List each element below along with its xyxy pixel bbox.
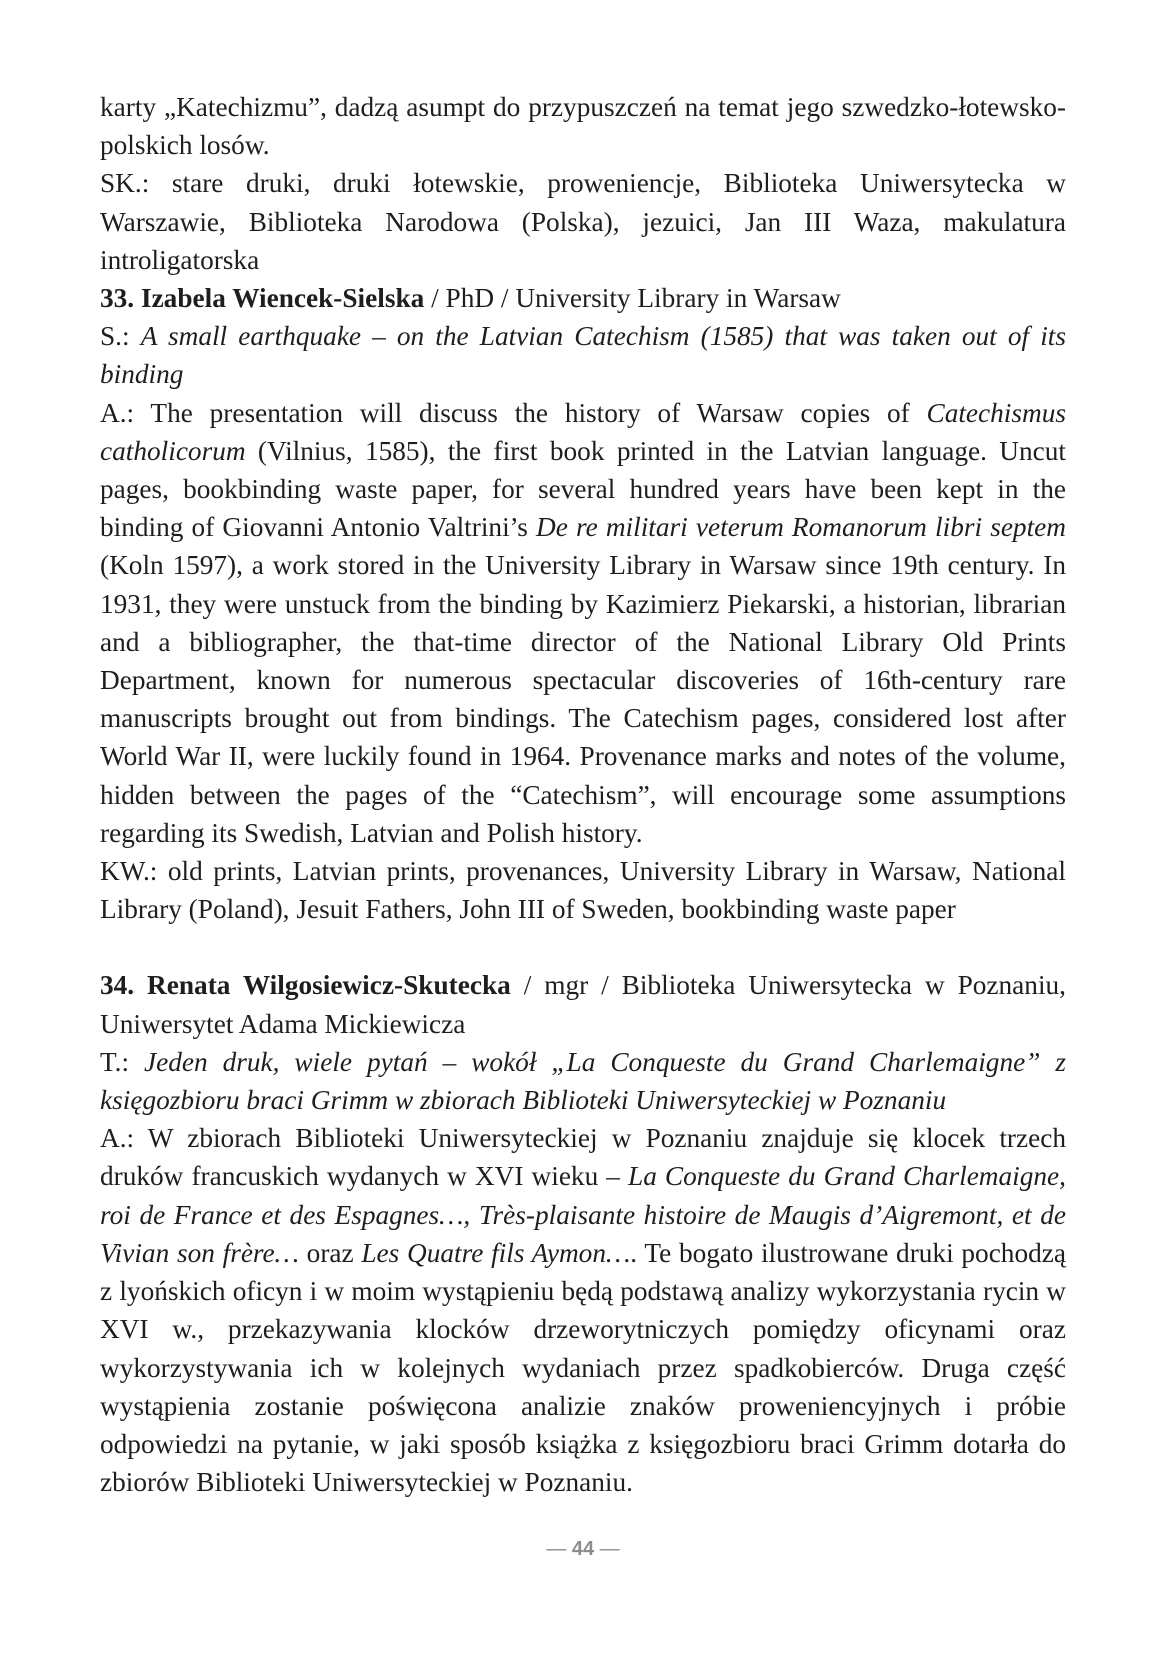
entry33-abstract-label: A.: The presentation will discuss the history of Warsaw copies of [100,397,927,428]
page-number [0,1538,1166,1561]
entry33-keywords-pl: SK.: stare druki, druki łotewskie, proweniencje, Biblioteka Uniwersytecka w Warszawie, Biblioteka Narodowa (Polska), jezuici, Jan III Waza, makulatura introligatorska [100,168,1066,275]
entry34-abstract-rest: . Te bogato ilustrowane druki pochodzą z lyońskich oficyn i w moim wystąpieniu będą podstawą analizy wykorzystania rycin w XVI w., przekazywania klocków drzeworytniczych pomiędzy oficynami oraz wykorzystywania ich w kolejnych wydaniach przez spadkobierców. Druga część wystąpienia zostanie poświęcona analizie znaków proweniencyjnych i próbie odpowiedzi na pytanie, w jaki sposób książka z księgozbioru braci Grimm dotarła do zbiorów Biblioteki Uniwersyteckiej w Poznaniu. [100,1237,1066,1498]
page-body [100,88,1066,1501]
entry33-abstract-rest: (Koln 1597), a work stored in the University Library in Warsaw since 19th century. In 1931, they were unstuck from the binding by Kazimierz Piekarski, a historian, librarian and a bibliographer, the that-time director of the National Library Old Prints Department, known for numerous spectacular discoveries of 16th-century rare manuscripts brought out from bindings. The Catechism pages, considered lost after World War II, were luckily found in 1964. Provenance marks and notes of the volume, hidden between the pages of the “Catechism”, will encourage some assumptions regarding its Swedish, Latvian and Polish history. [100,550,1066,848]
entry34-topic [100,1043,1066,1119]
entry34-topic-title: Jeden druk, wiele pytań – wokół „La Conqueste du Grand Charlemaigne” z księgozbioru braci Grimm w zbiorach Biblioteki Uniwersyteckiej w Poznaniu [100,1046,1066,1116]
entry33-abstract-end-pl: karty „Katechizmu”, dadzą asumpt do przypuszczeń na temat jego szwedzko-łotewsko-polskich losów. [100,92,1066,161]
entry33-keywords: KW.: old prints, Latvian prints, provenances, University Library in Warsaw, National Library (Poland), Jesuit Fathers, John III of Sweden, bookbinding waste paper [100,856,1066,925]
entry33-subject-title: A small earthquake – on the Latvian Catechism (1585) that was taken out of its binding [100,321,1066,390]
entry33-abstract-mid: (Vilnius, 1585), the first book printed in the Latvian language. Uncut pages, bookbinding waste paper, for several hundred years have been kept in the binding of Giovanni Antonio Valtrini’s [100,435,1066,543]
entry33-book-title-2: De re militari veterum Romanorum libri septem [536,512,1066,543]
entry34-heading [100,966,1066,1042]
entry33-abstract [100,394,1066,852]
entry33-subject-label: S.: [100,321,141,352]
entry34-book-title-2: Les Quatre fils Aymon… [361,1237,631,1268]
folio-dash-right: — [594,1538,620,1560]
entry34-topic-label: T.: [100,1046,145,1077]
entry34-abstract-start: A.: W zbiorach Biblioteki Uniwersyteckiej w Poznaniu znajduje się klocek trzech druków francuskich wydanych w XVI wieku – [100,1123,1066,1192]
entry33-book-title-1: Catechismus catholicorum [100,397,1066,466]
entry33-heading [100,279,1066,317]
entry-separator [100,928,1066,966]
entry33-affiliation: / PhD / University Library in Warsaw [424,283,841,314]
entry34-affiliation: / mgr / Biblioteka Uniwersytecka w Poznaniu, Uniwersytet Adama Mickiewicza [100,970,1066,1039]
entry34-book-title-1: La Conqueste du Grand Charlemaigne, roi de France et des Espagnes…, Très-plaisante histoire de Maugis d’Aigremont, et de Vivian son frère… [100,1161,1066,1268]
folio-dash-left: — [546,1538,572,1560]
entry34-abstract [100,1119,1066,1501]
entry33-subject [100,317,1066,393]
entry34-abstract-oraz: oraz [298,1237,362,1268]
folio-number: 44 [571,1538,595,1560]
entry34-author: 34. Renata Wilgosiewicz-Skutecka [100,970,511,1001]
entry33-author: 33. Izabela Wiencek-Sielska [100,283,425,314]
